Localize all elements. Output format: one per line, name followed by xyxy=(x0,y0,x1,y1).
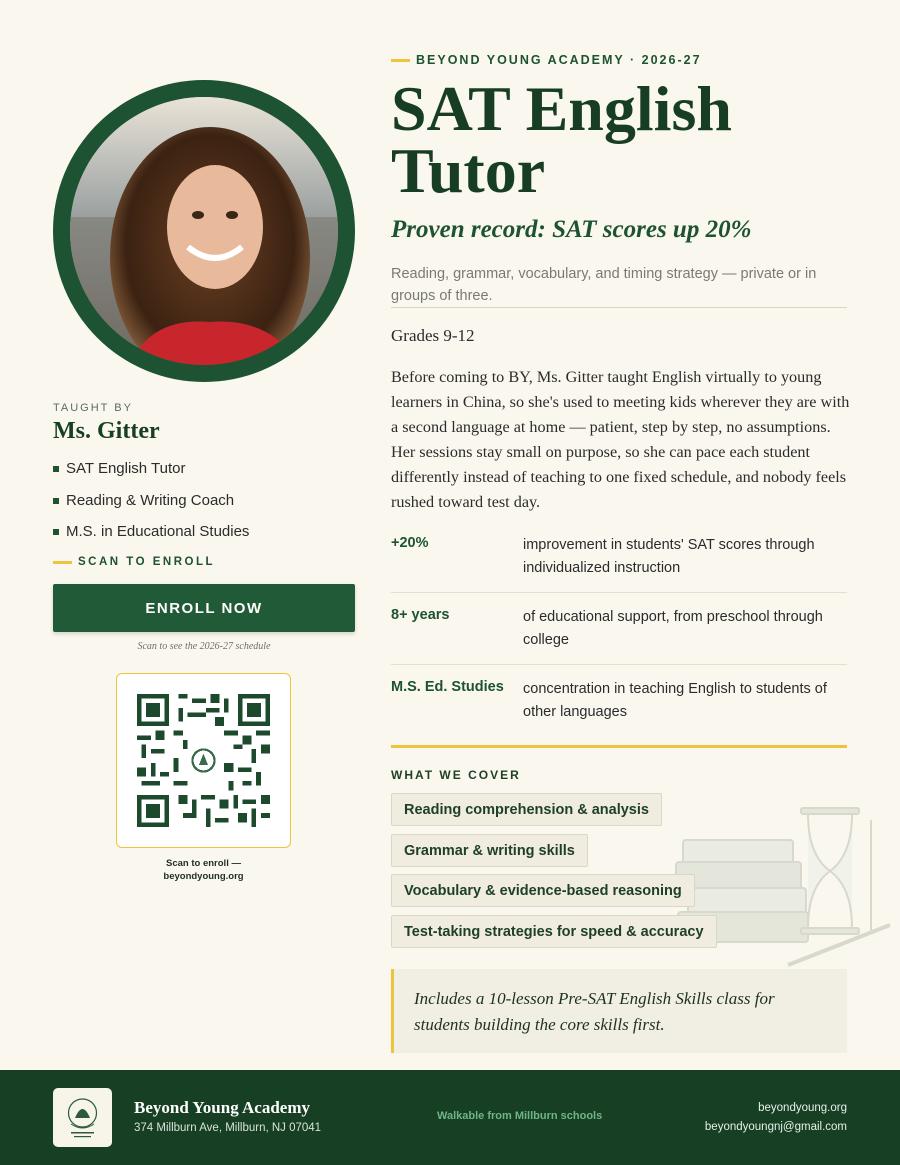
page-title xyxy=(391,73,851,206)
academy-logo-icon xyxy=(53,1088,112,1147)
tutor-bio: Before coming to BY, Ms. Gitter taught English virtually to young learners in China, so she's used to meeting kids wherever they are with a second language at home — patient, step by step, no assumptions. Her sessions stay small on purpose, so she can pace each student differently instead of teaching to one fixed schedule, and nobody feels rushed toward test day. xyxy=(391,368,850,511)
tutor-name: Ms. Gitter xyxy=(53,418,160,444)
tagline: Proven record: SAT scores up 20% xyxy=(391,216,752,243)
stat-value: concentration in teaching English to students of other languages xyxy=(523,681,827,720)
qr-code-icon xyxy=(137,694,270,827)
credential-item xyxy=(53,523,249,555)
email-link[interactable]: beyondyoungnj@gmail.com xyxy=(704,1121,847,1133)
academy-logo xyxy=(53,1088,112,1147)
stat-key: +20% xyxy=(391,535,429,551)
credential-text: M.S. in Educational Studies xyxy=(66,523,250,540)
scan-label-text: SCAN TO ENROLL xyxy=(78,556,216,568)
grades-label: Grades 9-12 xyxy=(391,326,475,345)
credential-item xyxy=(53,492,249,524)
stat-row xyxy=(391,665,847,737)
divider xyxy=(391,307,847,308)
stat-value: of educational support, from preschool through college xyxy=(523,609,823,648)
topic-chip: Grammar & writing skills xyxy=(391,834,588,867)
credential-text: Reading & Writing Coach xyxy=(66,491,235,509)
gold-divider xyxy=(391,745,847,748)
eyebrow xyxy=(391,53,702,67)
topic-chip: Reading comprehension & analysis xyxy=(391,793,662,826)
topic-chip: Test-taking strategies for speed & accuracy xyxy=(391,915,717,948)
stat-value: improvement in students' SAT scores through individualized instruction xyxy=(523,537,815,576)
qr-caption-url[interactable]: beyondyoung.org xyxy=(163,871,244,882)
credential-text: SAT English Tutor xyxy=(66,460,186,477)
accent-bar xyxy=(391,59,410,62)
website-link[interactable]: beyondyoung.org xyxy=(758,1102,847,1114)
qr-code-box[interactable] xyxy=(116,673,291,848)
topic-chip: Vocabulary & evidence-based reasoning xyxy=(391,874,695,907)
bullet-icon xyxy=(53,529,59,535)
footer xyxy=(0,1070,900,1165)
schedule-note: Scan to see the 2026-27 schedule xyxy=(137,641,271,652)
stat-row xyxy=(391,532,847,593)
taught-by-label: TAUGHT BY xyxy=(53,402,133,414)
stats-list xyxy=(391,532,847,737)
title-line: Tutor xyxy=(391,135,546,206)
stat-key: 8+ years xyxy=(391,607,450,623)
qr-caption xyxy=(116,857,291,883)
books-hourglass-illustration xyxy=(668,800,898,975)
bullet-icon xyxy=(53,498,59,504)
stat-row xyxy=(391,593,847,665)
title-line: SAT English xyxy=(391,73,732,144)
org-name: Beyond Young Academy xyxy=(134,1098,311,1117)
walkable-note: Walkable from Millburn schools xyxy=(437,1110,603,1122)
eyebrow-text: BEYOND YOUNG ACADEMY · 2026-27 xyxy=(416,53,702,67)
accent-bar xyxy=(53,561,72,564)
enroll-now-button[interactable]: ENROLL NOW xyxy=(53,584,355,632)
tutor-photo-frame xyxy=(53,80,355,382)
what-we-cover-heading: WHAT WE COVER xyxy=(391,768,521,782)
qr-caption-line: Scan to enroll — xyxy=(166,858,241,869)
bullet-icon xyxy=(53,466,59,472)
credentials-list xyxy=(53,460,249,555)
org-address: 374 Millburn Ave, Millburn, NJ 07041 xyxy=(134,1122,322,1134)
tutor-photo xyxy=(70,97,338,365)
stat-key: M.S. Ed. Studies xyxy=(391,679,504,695)
subtitle: Reading, grammar, vocabulary, and timing strategy — private or in groups of three. xyxy=(391,266,817,304)
scan-to-enroll-label xyxy=(53,556,215,568)
pre-sat-note: Includes a 10-lesson Pre-SAT English Skills class for students building the core skills first. xyxy=(391,969,847,1053)
credential-item xyxy=(53,460,249,492)
